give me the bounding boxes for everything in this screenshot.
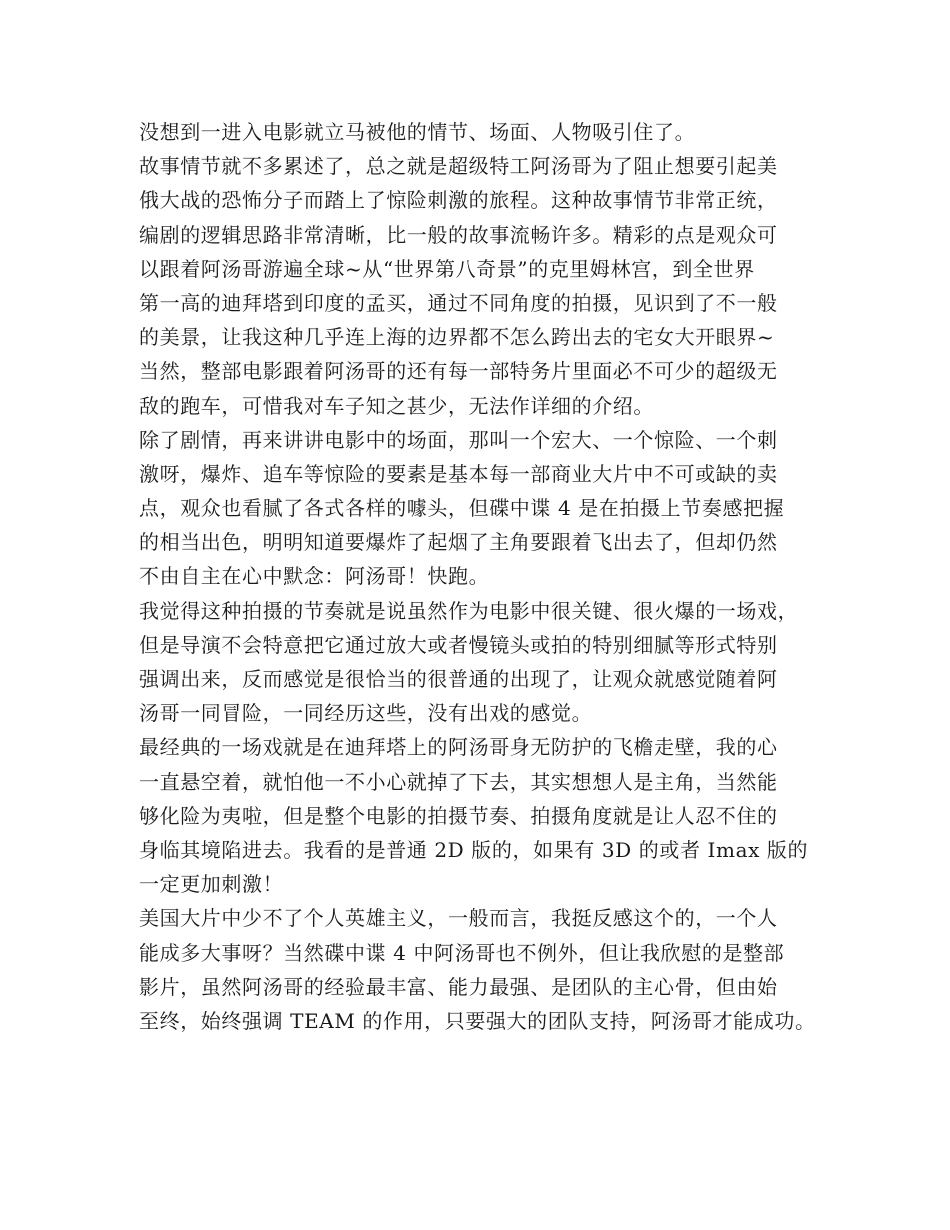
- text-line: 一直悬空着，就怕他一不小心就掉了下去，其实想想人是主角，当然能: [139, 769, 778, 794]
- text-line: 身临其境陷进去。我看的是普通 2D 版的，如果有 3D 的或者 Imax 版的: [139, 837, 809, 862]
- text-line: 够化险为夷啦，但是整个电影的拍摄节奏、拍摄角度就是让人忍不住的: [139, 803, 778, 828]
- text-line: 能成多大事呀？当然碟中谍 4 中阿汤哥也不例外，但让我欣慰的是整部: [139, 940, 785, 965]
- text-line: 激呀，爆炸、追车等惊险的要素是基本每一部商业大片中不可或缺的卖: [139, 461, 778, 486]
- text-line: 一定更加刺激！: [139, 872, 284, 897]
- text-line: 没想到一进入电影就立马被他的情节、场面、人物吸引住了。: [139, 120, 696, 144]
- document-body: [139, 115, 829, 1038]
- text-line: 的美景，让我这种几乎连上海的边界都不怎么跨出去的宅女大开眼界~: [139, 325, 775, 350]
- text-line: 不由自主在心中默念：阿汤哥！快跑。: [139, 564, 490, 589]
- text-line: 编剧的逻辑思路非常清晰，比一般的故事流畅许多。精彩的点是观众可: [139, 222, 778, 247]
- text-line: 第一高的迪拜塔到印度的孟买，通过不同角度的拍摄，见识到了不一般: [139, 290, 778, 315]
- text-line: 强调出来，反而感觉是很恰当的很普通的出现了，让观众就感觉随着阿: [139, 667, 778, 691]
- text-line: 当然，整部电影跟着阿汤哥的还有每一部特务片里面必不可少的超级无: [139, 359, 778, 384]
- text-line: 最经典的一场戏就是在迪拜塔上的阿汤哥身无防护的飞檐走壁，我的心: [139, 735, 778, 760]
- text-line: 至终，始终强调 TEAM 的作用，只要强大的团队支持，阿汤哥才能成功。: [139, 1008, 816, 1033]
- text-line: 汤哥一同冒险，一同经历这些，没有出戏的感觉。: [139, 701, 593, 726]
- text-line: 但是导演不会特意把它通过放大或者慢镜头或拍的特别细腻等形式特别: [139, 632, 778, 657]
- text-line: 俄大战的恐怖分子而踏上了惊险刺激的旅程。这种故事情节非常正统，: [139, 188, 778, 213]
- text-line: 我觉得这种拍摄的节奏就是说虽然作为电影中很关键、很火爆的一场戏，: [139, 598, 799, 623]
- text-line: 故事情节就不多累述了，总之就是超级特工阿汤哥为了阻止想要引起美: [139, 154, 778, 179]
- text-line: 影片，虽然阿汤哥的经验最丰富、能力最强、是团队的主心骨，但由始: [139, 974, 778, 999]
- text-line: 以跟着阿汤哥游遍全球~从“世界第八奇景”的克里姆林宫，到全世界: [139, 256, 755, 281]
- text-line: 的相当出色，明明知道要爆炸了起烟了主角要跟着飞出去了，但却仍然: [139, 530, 778, 555]
- text-line: 敌的跑车，可惜我对车子知之甚少，无法作详细的介绍。: [139, 393, 654, 418]
- text-line: 美国大片中少不了个人英雄主义，一般而言，我挺反感这个的，一个人: [139, 906, 778, 931]
- text-line: 除了剧情，再来讲讲电影中的场面，那叫一个宏大、一个惊险、一个刺: [139, 427, 778, 452]
- text-line: 点，观众也看腻了各式各样的噱头，但碟中谍 4 是在拍摄上节奏感把握: [139, 496, 785, 521]
